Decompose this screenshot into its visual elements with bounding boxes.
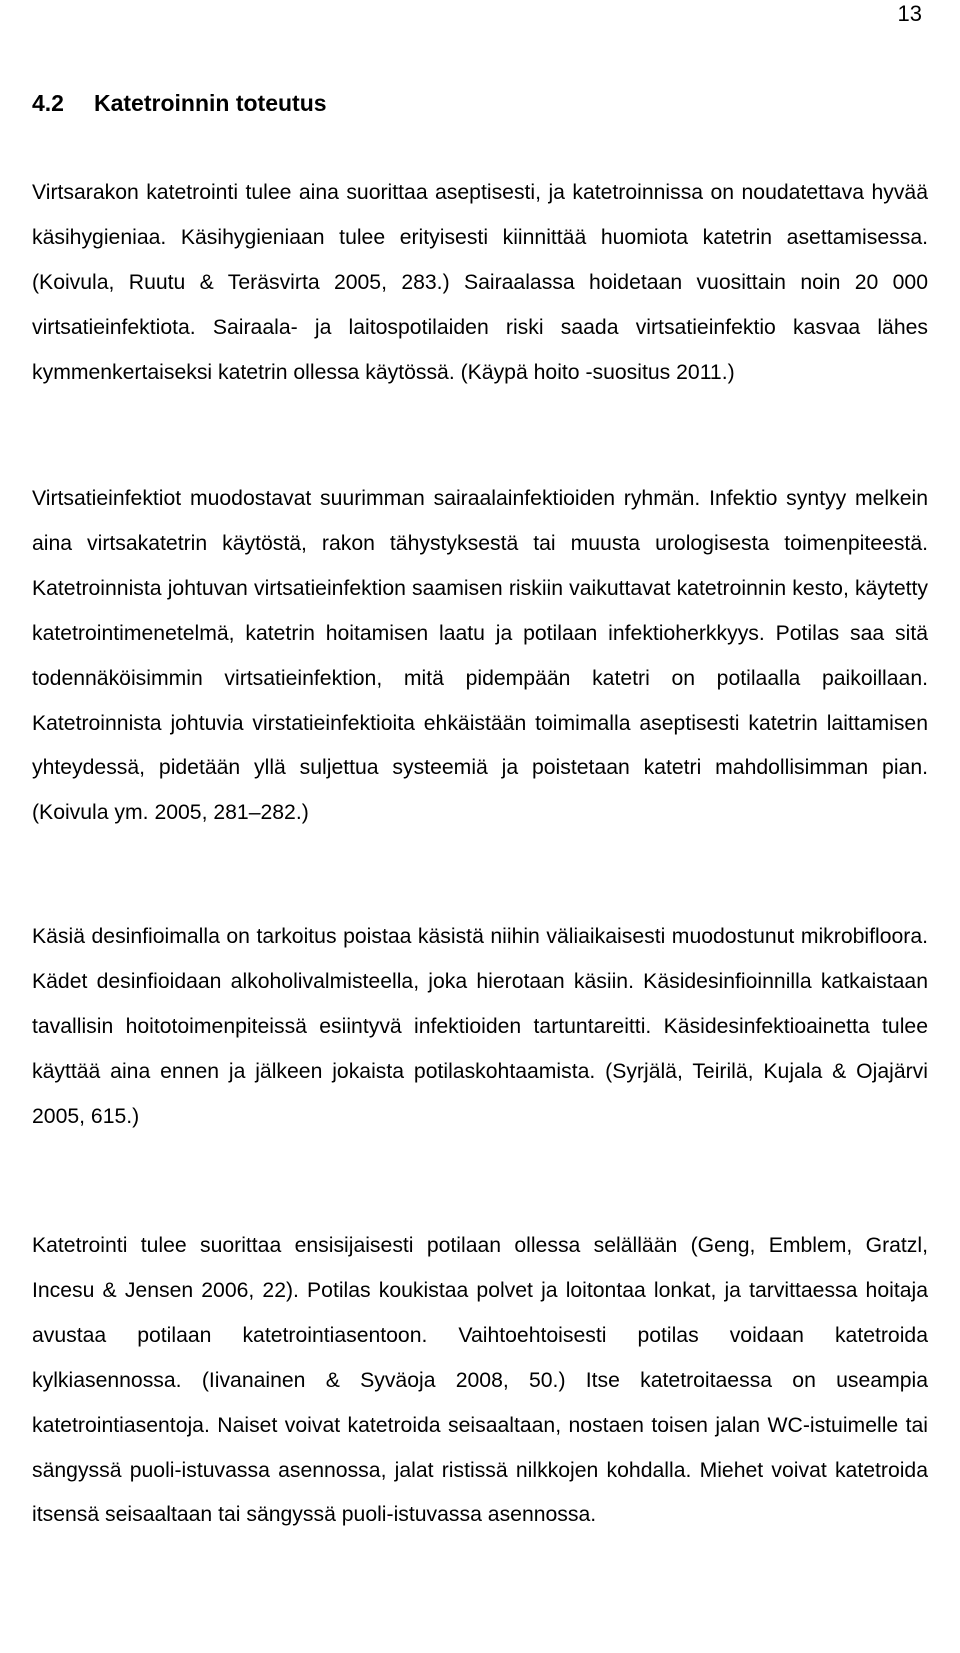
paragraph-urinary-tract-infections: Virtsatieinfektiot muodostavat suurimman sairaalainfektioiden ryhmän. Infektio syntyy melkein aina virtsakatetrin käytöstä, rakon tähystyksestä tai muusta urologisesta toimenpiteestä. Katetroinnista johtuvan virtsatieinfektion saamisen riskiin vaikuttavat katetroinnin kesto, käytetty katetrointimenetelmä, katetrin hoitamisen laatu ja potilaan infektioherkkyys. Potilas saa sitä todennäköisimmin virtsatieinfektion, mitä pidempään katetri on potilaalla paikoillaan. Katetroinnista johtuvia virstatieinfektioita ehkäistään toimimalla aseptisesti katetrin laittamisen yhteydessä, pidetään yllä suljettua systeemiä ja poistetaan katetri mahdollisimman pian. (Koivula ym. 2005, 281–282.) bbox=[32, 487, 928, 825]
paragraph-catheterization-positions: Katetrointi tulee suorittaa ensisijaisesti potilaan ollessa selällään (Geng, Emblem, Gratzl, Incesu & Jensen 2006, 22). Potilas koukistaa polvet ja loitontaa lonkat, ja tarvittaessa hoitaja avustaa potilaan katetrointiasentoon. Vaihtoehtoisesti potilas voidaan katetroida kylkiasennossa. (Iivanainen & Syväoja 2008, 50.) Itse katetroitaessa on useampia katetrointiasentoja. Naiset voivat katetroida seisaaltaan, nostaen toisen jalan WC-istuimelle tai sängyssä puoli-istuvassa asennossa, jalat ristissä nilkkojen kohdalla. Miehet voivat katetroida itsensä seisaaltaan tai sängyssä puoli-istuvassa asennossa. bbox=[32, 1234, 928, 1527]
paragraph-hand-disinfection: Käsiä desinfioimalla on tarkoitus poistaa käsistä niihin väliaikaisesti muodostunut mikrobifloora. Kädet desinfioidaan alkoholivalmisteella, joka hierotaan käsiin. Käsidesinfioinnilla katkaistaan tavallisin hoitotoimenpiteissä esiintyvä infektioiden tartuntareitti. Käsidesinfektioainetta tulee käyttää aina ennen ja jälkeen jokaista potilaskohtaamista. (Syrjälä, Teirilä, Kujala & Ojajärvi 2005, 615.) bbox=[32, 925, 928, 1128]
section-number: 4.2 bbox=[32, 90, 64, 116]
section-heading bbox=[32, 88, 327, 118]
paragraph-aseptic-catheterization: Virtsarakon katetrointi tulee aina suorittaa aseptisesti, ja katetroinnissa on noudatettava hyvää käsihygieniaa. Käsihygieniaan tulee erityisesti kiinnittää huomiota katetrin asettamisessa. (Koivula, Ruutu & Teräsvirta 2005, 283.) Sairaalassa hoidetaan vuosittain noin 20 000 virtsatieinfektiota. Sairaala- ja laitospotilaiden riski saada virtsatieinfektio kasvaa lähes kymmenkertaiseksi katetrin ollessa käytössä. (Käypä hoito -suositus 2011.) bbox=[32, 181, 928, 384]
section-title: Katetroinnin toteutus bbox=[94, 90, 327, 116]
page-number: 13 bbox=[897, 1, 922, 26]
